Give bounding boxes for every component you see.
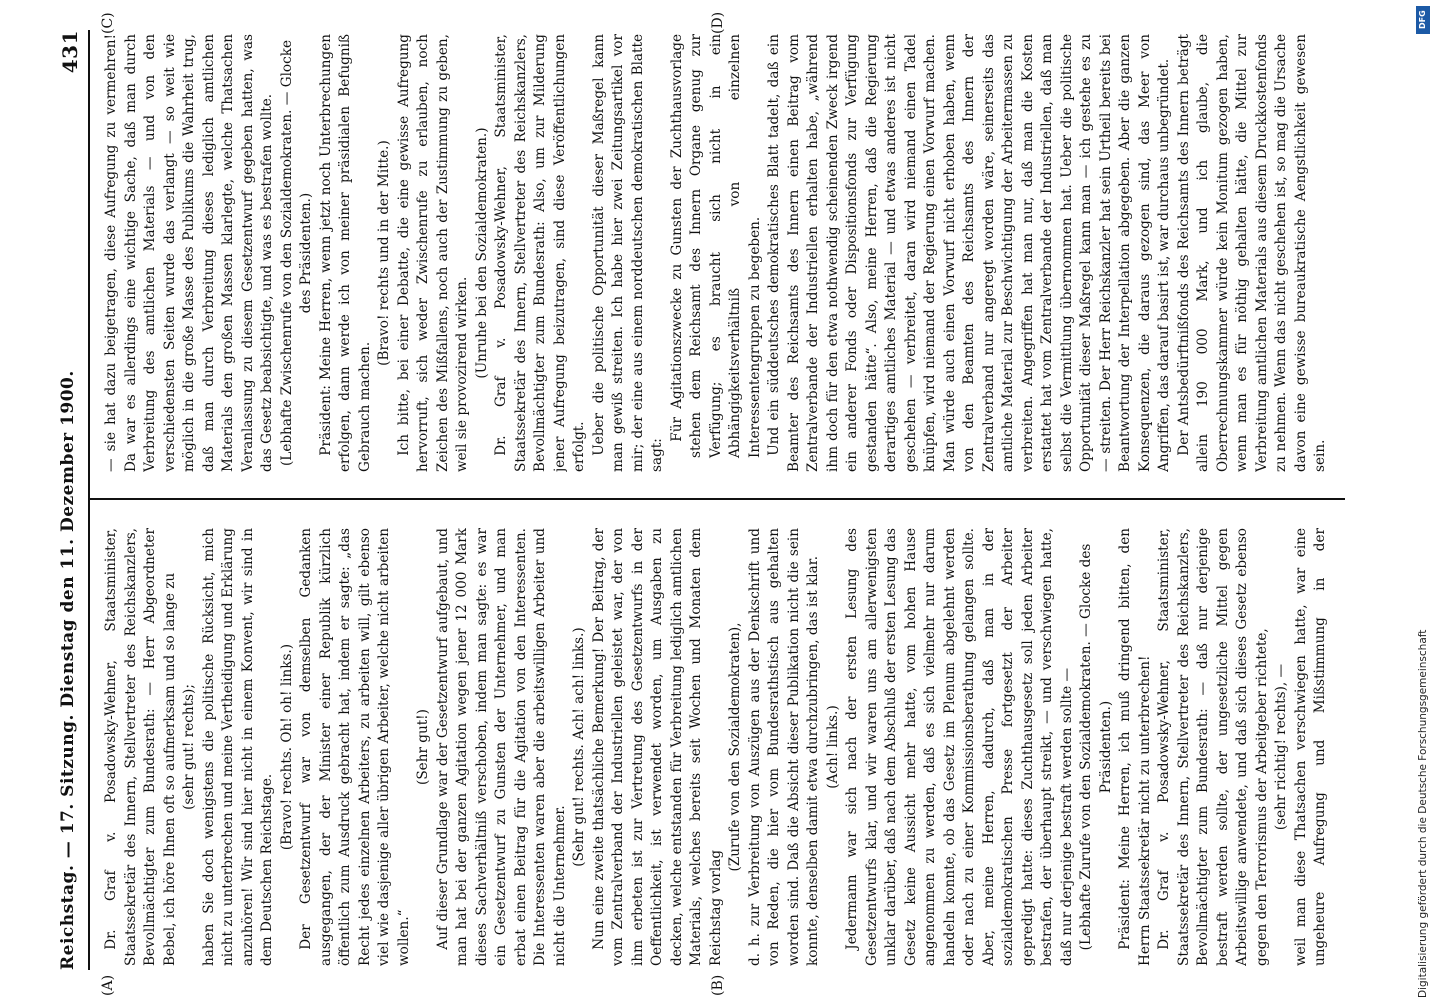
quotation: Für Agitationszwecke zu Gunsten der Zuchthausvorlage stehen dem Reichsamt des Innern Organe genug zur Verfügung; es braucht sich nicht in ein Abhängigkeitsverhältniß von einzelnen Interessentengruppen zu begeben. [668,34,763,458]
interjection: (Sehr gut!) [415,709,431,785]
column-divider [90,498,1345,500]
interjection: (Bravo! rechts. Oh! oh! links.) [278,643,295,851]
interjection: (Zurufe von den Sozialdemokraten), [727,622,743,872]
margin-mark-a: (A) [100,974,116,996]
interjection: (Lebhafte Zurufe von den Sozialdemokraten. — Glocke des Präsidenten.) [1078,543,1114,951]
interjection: (sehr richtig! rechts), — [1273,663,1289,831]
interjection: (Unruhe bei den Sozialdemokraten.) [473,127,490,379]
paragraph: Auf dieser Grundlage war der Gesetzentwurf aufgebaut, und man hat bei der ganzen Agitation wegen jener 12 000 Mark dieses Sachverhältniß verschoben, indem man sagte: es war ein Gesetzentwurf zu Gunsten der Unternehmer, und man erbat einen Beitrag für die Agitation von den Interessenten. Die Interessenten waren aber die arbeitswilligen Arbeiter und nicht die Unternehmer. [434,528,568,966]
page-header [58,30,82,970]
interjection: (sehr gut! rechts); [181,684,197,810]
paragraph: Und ein süddeutsches demokratisches Blatt tadelt, daß ein Beamter des Reichsamts des Innern einen Beitrag vom Zentralverbande der Industriellen erhalten habe, „während ihm doch für den etwa nothwendig scheinenden Zweck irgend ein anderer Fonds oder Dispositionsfonds zur Verfügung gestanden hätte“. Also, meine Herren, daß die Regierung derartiges amtliches Material — und etwas anderes ist nicht geschehen — verbreitet, daran wird niemand einen Tadel knüpfen, wird niemand der Regierung einen Vorwurf machen. Man würde auch einen Vorwurf nicht erhoben haben, wenn von den Beamten des Reichsamts des Innern der Zentralverband nur angeregt worden wäre, seinerseits das amtliche Material zur Beschwichtigung der Arbeitermassen zu verbreiten. Angegriffen hat man nur, daß man die Kosten erstattet hat vom Zentralverbande der Industriellen, daß man selbst die Vermittlung übernommen hat. Ueber die politische Opportunität dieser Maßregel kann man — ich gestehe es zu — streiten. Der Herr Reichskanzler hat sein Urtheil bereits bei Beantwortung der Interpellation abgegeben. Aber die ganzen Konsequenzen, die daraus gezogen sind, das Meer von Angriffen, das darauf basirt ist, war durchaus unbegründet. [766,34,1172,472]
paragraph: Präsident: Meine Herren, wenn jetzt noch Unterbrechungen erfolgen, dann werde ich von meiner präsidialen Befugniß Gebrauch machen. [317,34,373,472]
paragraph: Dr. Graf v. Posadowsky-Wehner, Staatsminister, Staatssekretär des Innern, Stellvertreter des Reichskanzlers, Bevollmächtigter zum Bundesrath: Also, um zur Milderung jener Aufregung beizutragen, sind diese Veröffentlichungen erfolgt. [493,34,587,472]
interjection: (Sehr gut! rechts. Ach! ach! links.) [571,627,587,867]
digitization-credit [1416,8,1430,998]
page-number: 431 [58,30,82,74]
paragraph: Nun eine zweite thatsächliche Bemerkung! Der Beitrag, der vom Zentralverband der Industriellen geleistet war, der von ihm erbeten ist zur Vertretung des Gesetzentwurfs in der Oeffentlichkeit, ist verwendet worden, um Ausgaben zu decken, welche entstanden für Verbreitung lediglich amtlichen Materials, welches bereits seit Wochen und Monaten dem Reichstag vorlag [590,528,724,966]
left-column [102,528,1332,966]
paragraph: Ueber die politische Opportunität dieser Maßregel kann man gewiß streiten. Ich habe hier zwei Zeitungsartikel vor mir; der eine aus einem norddeutschen demokratischen Blatte sagt: [590,34,665,472]
header-title: Reichstag. — 17. Sitzung. Dienstag den 11. Dezember 1900. [58,370,78,970]
paragraph: weil man diese Thatsachen verschwiegen hatte, war eine ungeheure Aufregung und Mißstimmung in der [1292,528,1328,966]
paragraph: Präsident: Meine Herren, ich muß dringend bitten, den Herrn Staatssekretär nicht zu unterbrechen! [1117,528,1153,966]
interjection [1331,34,1333,472]
credit-text: Digitalisierung gefördert durch die Deutsche Forschungsgemeinschaft [1417,629,1429,998]
paragraph: Ich bitte, bei einer Debatte, die eine gewisse Aufregung hervorruft, sich weder Zwischenrufe zu erlauben, noch Zeichen des Mißfallens, noch auch der Zustimmung zu geben, weil sie provozirend wirken. [395,34,470,472]
paragraph: — sie hat dazu beigetragen, diese Aufregung zu vermehren! Da war es allerdings eine wichtige Sache, daß man durch Verbreitung des amtlichen Materials — und von den verschiedensten Seiten wurde das verlangt — so weit wie möglich in die große Masse des Publikums die Wahrheit trug, daß man durch Verbreitung dieses lediglich amtlichen Materials den großen Massen klarlegte, welche Thatsachen Veranlassung zu diesem Gesetzentwurf gegeben hatten, was das Gesetz beabsichtigte, und was es bestrafen wollte. [103,34,275,472]
paragraph: Der Antsbedürftnißfonds des Reichsamts des Innern beträgt allein 190 000 Mark, und ich glaube, die Oberrechnungskammer würde kein Monitum gezogen haben, wenn man es für nöthig gehalten hätte, die Mittel zur Verbreitung amtlichen Materials aus diesem Druckkostenfonds zu nehmen. Wenn das nicht geschehen ist, so mag die Ursache davon eine gewisse bureaukratische Aengstlichkeit gewesen sein. [1175,34,1328,472]
interjection: (Ach! links.) [824,705,841,789]
paragraph: Jedermann war sich nach der ersten Lesung des Gesetzentwurfs klar, und wir waren uns am allerwenigsten unklar darüber, daß nach dem Abschluß der ersten Lesung das Gesetz keine Aussicht mehr hatte, vom hohen Hause angenommen zu werden, daß es sich vielmehr nur darum handeln konnte, ob das Gesetz im Plenum abgelehnt werden oder nach zu einer Kommissionsberathung gelangen sollte. Aber, meine Herren, dadurch, daß man in der sozialdemokratischen Presse fortgesetzt der Arbeiter gepredigt hatte: dieses Zuchthausgesetz soll jeden Arbeiter bestrafen, der überhaupt streikt, — und verschwiegen hatte, daß nur derjenige bestraft werden sollte — [844,528,1075,966]
paragraph: d. h. zur Verbreitung von Auszügen aus der Denkschrift und von Reden, die hier vom Bundesrathstisch aus gehalten worden sind. Daß die Absicht dieser Publikation nicht die sein konnte, denselben damit etwa durchzubringen, das ist klar. [746,528,821,966]
paragraph: Der Gesetzentwurf war von demselben Gedanken ausgegangen, der der Minister einer Republik kürzlich öffentlich zum Ausdruck gebracht hat, indem er sagte: „das Recht jedes einzelnen Arbeiters, zu arbeiten will, gilt ebenso viel wie dasjenige aller übrigen Arbeiter, welche nicht arbeiten wollen.“ [298,528,412,966]
paragraph: haben Sie doch wenigstens die politische Rücksicht, mich nicht zu unterbrechen und meine Vertheidigung und Erklärung anzuhören! Wir sind hier nicht in einem Konvent, wir sind in dem Deutschen Reichstage. [200,528,275,966]
paragraph: Dr. Graf v. Posadowsky-Wehner, Staatsminister, Staatssekretär des Innern, Stellvertreter des Reichskanzlers, Bevollmächtigter zum Bundesrath: — Herr Abgeordneter Bebel, ich höre Ihnen oft so aufmerksam und so lange zu [103,528,178,966]
right-column [102,34,1332,472]
interjection: (Bravo! rechts und in der Mitte.) [376,140,392,366]
paragraph: Dr. Graf v. Posadowsky-Wehner, Staatsminister, Staatssekretär des Innern, Stellvertreter des Reichskanzlers, Bevollmächtigter zum Bundesrath: — daß nur derjenige bestraft werden sollte, der ungesetzliche Mittel gegen Arbeitswillige anwendete, und daß sich dieses Gesetz ebenso gegen den Terrorismus der Arbeitgeber richtete, [1156,528,1270,966]
header-rule [88,30,90,970]
margin-mark-c: (C) [100,12,116,34]
margin-mark-d: (D) [710,11,726,34]
margin-mark-b: (B) [710,974,726,996]
dfg-logo: DFG [1416,6,1430,34]
interjection: (Lebhafte Zwischenrufe von den Sozialdemokraten. — Glocke des Präsidenten.) [278,40,314,467]
